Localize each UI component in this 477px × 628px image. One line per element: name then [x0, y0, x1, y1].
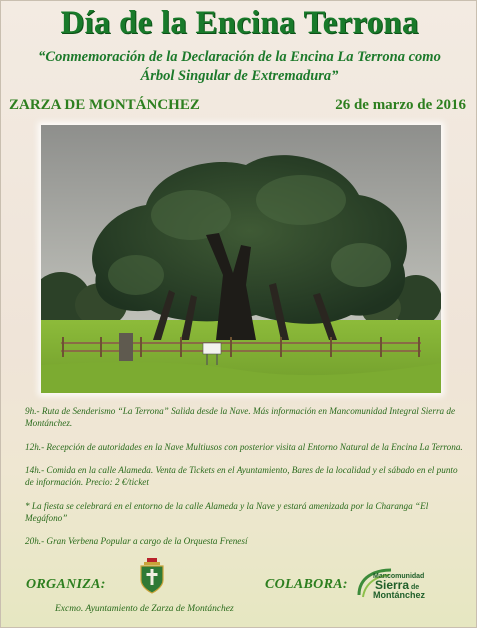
municipal-crest-icon	[138, 558, 166, 594]
program-item-9h: 9h.- Ruta de Senderismo “La Terrona” Salida desde la Nave. Más información en Mancomunidad Integral Sierra de Montánchez.	[25, 406, 456, 428]
subtitle-line-1: “Conmemoración de la Declaración de la Encina La Terrona como	[38, 49, 441, 65]
event-place: ZARZA DE MONTÁNCHEZ	[9, 97, 200, 113]
program-item-12h: 12h.- Recepción de autoridades en la Nave Multiusos con posterior visita al Entorno Natural de la Encina La Terrona.	[25, 441, 463, 452]
tree-photo	[41, 125, 441, 393]
logo-small-text: Mancomunidad	[373, 573, 425, 580]
program-item-14h: 14h.- Comida en la calle Alameda. Venta de Tickets en el Ayuntamiento, Bares de la localidad y el sábado en el punto de información. Precio: 2 €/ticket	[25, 465, 458, 487]
logo-montanchez-text: Montánchez	[373, 590, 426, 600]
subtitle-line-2: Árbol Singular de Extremadura”	[140, 68, 339, 84]
event-date: 26 de marzo de 2016	[335, 97, 466, 113]
event-program	[25, 405, 465, 559]
logo-de-text: de	[411, 584, 420, 591]
poster-title: Día de la Encina Terrona	[60, 5, 419, 41]
organizer-name: Excmo. Ayuntamiento de Zarza de Montánchez	[55, 604, 234, 614]
poster-subtitle	[7, 48, 472, 86]
tree-photo-illustration	[41, 125, 441, 393]
program-note-fiesta: * La fiesta se celebrará en el entorno de la calle Alameda y la Nave y estará amenizada por la Charanga “El Megáfono”	[25, 500, 429, 523]
organiza-label: ORGANIZA:	[26, 577, 106, 592]
mancomunidad-logo	[355, 567, 433, 601]
colabora-label: COLABORA:	[265, 577, 348, 592]
program-item-20h: 20h.- Gran Verbena Popular a cargo de la Orquesta Frenesí	[25, 536, 248, 546]
logo-sierra-text: Sierra	[375, 578, 410, 592]
